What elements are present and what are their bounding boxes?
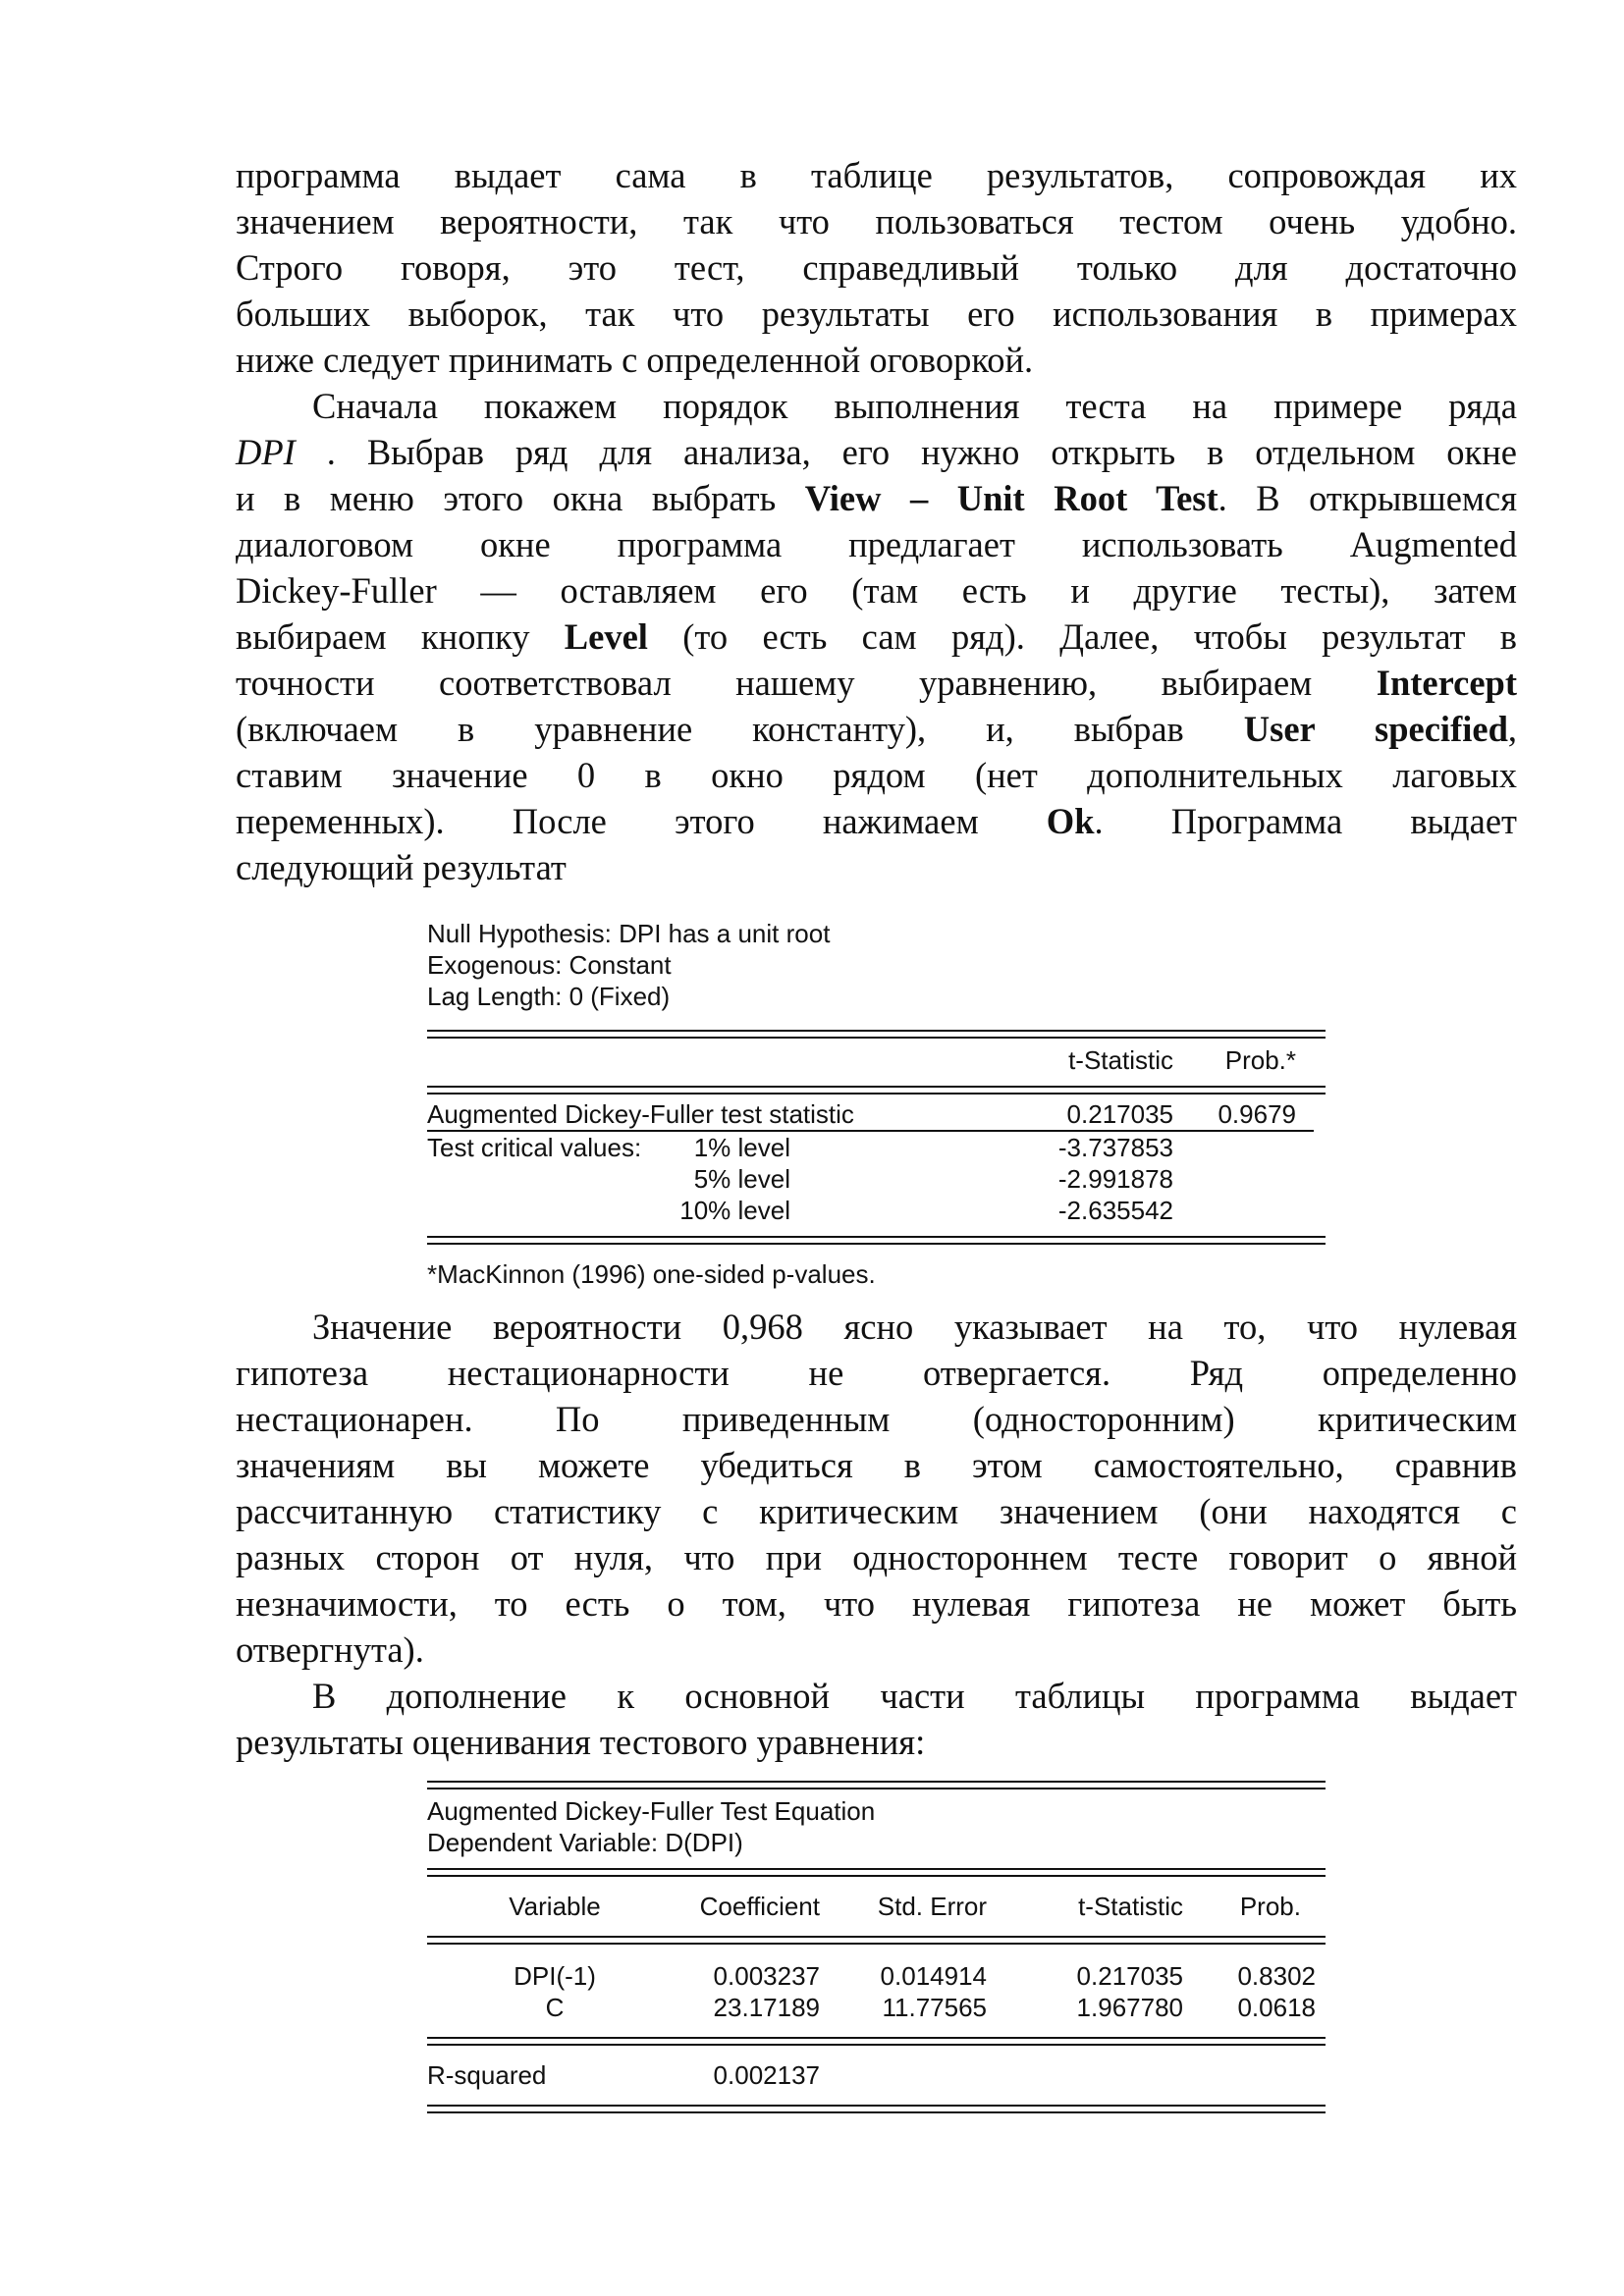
- text-line: незначимости, то есть о том, что нулевая гипотеза не может быть: [236, 1583, 1517, 1624]
- document-page-lower: [236, 1304, 1517, 1765]
- text-span: и в меню этого окна выбрать: [236, 478, 805, 518]
- cell-value: 0.003237: [713, 1961, 820, 1991]
- cell-level: 5% level: [693, 1164, 790, 1194]
- text-line: нестационарен. По приведенным (односторонним) критическим: [236, 1399, 1517, 1439]
- option-intercept: Intercept: [1376, 663, 1517, 703]
- column-header: Variable: [509, 1892, 601, 1921]
- column-header: Std. Error: [877, 1892, 987, 1921]
- text-line: разных сторон от нуля, что при одностороннем тесте говорит о явной: [236, 1537, 1517, 1577]
- double-rule: [427, 1086, 1326, 1095]
- double-rule: [427, 1781, 1326, 1789]
- table-row: [427, 1195, 1326, 1226]
- column-header: Prob.*: [1224, 1045, 1296, 1075]
- column-header: t-Statistic: [1068, 1045, 1173, 1075]
- text-line: Dickey-Fuller — оставляем его (там есть и другие тесты), затем: [236, 570, 1517, 611]
- table-header-line: Augmented Dickey-Fuller Test Equation: [427, 1796, 876, 1826]
- text-span: переменных). После этого нажимаем: [236, 801, 1047, 841]
- row-label: Augmented Dickey-Fuller test statistic: [427, 1099, 854, 1129]
- row-label: R-squared: [427, 2060, 547, 2090]
- text-line: В дополнение к основной части таблицы программа выдает: [312, 1676, 1517, 1716]
- table-header-line: Null Hypothesis: DPI has a unit root: [427, 919, 831, 948]
- table-row: [427, 1960, 1326, 1992]
- double-rule: [427, 2037, 1326, 2046]
- paragraph-4: [236, 1673, 1517, 1765]
- table-row: [427, 2059, 1326, 2091]
- cell-value: 1.967780: [1076, 1993, 1183, 2022]
- cell-value: 11.77565: [882, 1993, 987, 2022]
- text-span: ,: [1507, 709, 1517, 749]
- cell-value: 0.014914: [880, 1961, 987, 1991]
- text-line: значениям вы можете убедиться в этом самостоятельно, сравнив: [236, 1445, 1517, 1485]
- text-span: (включаем в уравнение константу), и, выбрав: [236, 709, 1244, 749]
- option-ok: Ok: [1046, 801, 1095, 841]
- table-header-line: Exogenous: Constant: [427, 950, 672, 980]
- table-row: [427, 1132, 1326, 1163]
- text-span: . Выбрав ряд для анализа, его нужно открыть в отдельном окне: [295, 432, 1517, 472]
- cell-value: 0.0618: [1237, 1993, 1316, 2022]
- column-header-row: [427, 1044, 1326, 1076]
- double-rule: [427, 1030, 1326, 1039]
- column-header: Coefficient: [699, 1892, 820, 1921]
- column-header-row: [427, 1891, 1326, 1922]
- text-span: (то есть сам ряд). Далее, чтобы результат в: [647, 616, 1517, 657]
- cell-value: -3.737853: [1057, 1133, 1173, 1162]
- variable-dpi: DPI: [236, 432, 296, 472]
- cell-variable: C: [545, 1993, 565, 2022]
- table-header-line: Lag Length: 0 (Fixed): [427, 982, 671, 1011]
- text-line: Значение вероятности 0,968 ясно указывает на то, что нулевая: [312, 1307, 1517, 1347]
- text-line: [236, 660, 1517, 706]
- cell-value: 0.9679: [1218, 1099, 1296, 1129]
- unit-root-test-table: [427, 918, 1326, 1290]
- double-rule: [427, 1236, 1326, 1245]
- document-page: [236, 152, 1517, 890]
- text-line: [236, 798, 1517, 844]
- table-row: [427, 1098, 1326, 1130]
- cell-value: 0.217035: [1066, 1099, 1173, 1129]
- text-line: гипотеза нестационарности не отвергается. Ряд определенно: [236, 1353, 1517, 1393]
- cell-value: 0.8302: [1237, 1961, 1316, 1991]
- cell-variable: DPI(-1): [514, 1961, 596, 1991]
- text-line: ниже следует принимать с определенной оговоркой.: [236, 340, 1034, 380]
- cell-value: -2.991878: [1057, 1164, 1173, 1194]
- table-header-line: Dependent Variable: D(DPI): [427, 1828, 743, 1857]
- text-line: результаты оценивания тестового уравнения:: [236, 1722, 926, 1762]
- column-header: Prob.: [1239, 1892, 1301, 1921]
- footnote: *MacKinnon (1996) one-sided p-values.: [427, 1259, 876, 1289]
- text-line: следующий результат: [236, 847, 567, 887]
- cell-level: 10% level: [679, 1196, 790, 1225]
- text-line: диалоговом окне программа предлагает использовать Augmented: [236, 524, 1517, 564]
- double-rule: [427, 2105, 1326, 2113]
- double-rule: [427, 1868, 1326, 1877]
- text-line: больших выборок, так что результаты его использования в примерах: [236, 294, 1517, 334]
- double-rule: [427, 1936, 1326, 1945]
- text-line: [236, 475, 1517, 521]
- option-user-specified: User specified: [1243, 709, 1508, 749]
- text-line: ставим значение 0 в окно рядом (нет дополнительных лаговых: [236, 755, 1517, 795]
- text-line: рассчитанную статистику с критическим значением (они находятся с: [236, 1491, 1517, 1531]
- text-line: программа выдает сама в таблице результатов, сопровождая их: [236, 155, 1517, 195]
- paragraph-3: [236, 1304, 1517, 1673]
- cell-value: 23.17189: [713, 1993, 820, 2022]
- cell-value: 0.217035: [1076, 1961, 1183, 1991]
- cell-value: -2.635542: [1057, 1196, 1173, 1225]
- table-row: [427, 1992, 1326, 2023]
- text-line: значением вероятности, так что пользоваться тестом очень удобно.: [236, 201, 1517, 241]
- text-span: . Программа выдает: [1094, 801, 1517, 841]
- option-level: Level: [564, 616, 648, 657]
- text-span: выбираем кнопку: [236, 616, 565, 657]
- text-line: [236, 614, 1517, 660]
- menu-path: View – Unit Root Test: [804, 478, 1218, 518]
- table-row: [427, 1163, 1326, 1195]
- text-line: Строго говоря, это тест, справедливый только для достаточно: [236, 247, 1517, 288]
- paragraph-2: [236, 383, 1517, 890]
- paragraph-1: [236, 152, 1517, 383]
- column-header: t-Statistic: [1078, 1892, 1183, 1921]
- text-line: отвергнута).: [236, 1629, 424, 1670]
- cell-level: 1% level: [693, 1133, 790, 1162]
- text-line: [236, 429, 1517, 475]
- row-label: Test critical values:: [427, 1133, 642, 1162]
- test-equation-table: [427, 1781, 1326, 2113]
- text-span: точности соответствовал нашему уравнению, выбираем: [236, 663, 1377, 703]
- text-line: [236, 706, 1517, 752]
- cell-value: 0.002137: [713, 2060, 820, 2090]
- text-line: Сначала покажем порядок выполнения теста на примере ряда: [312, 386, 1517, 426]
- text-span: . В открывшемся: [1218, 478, 1518, 518]
